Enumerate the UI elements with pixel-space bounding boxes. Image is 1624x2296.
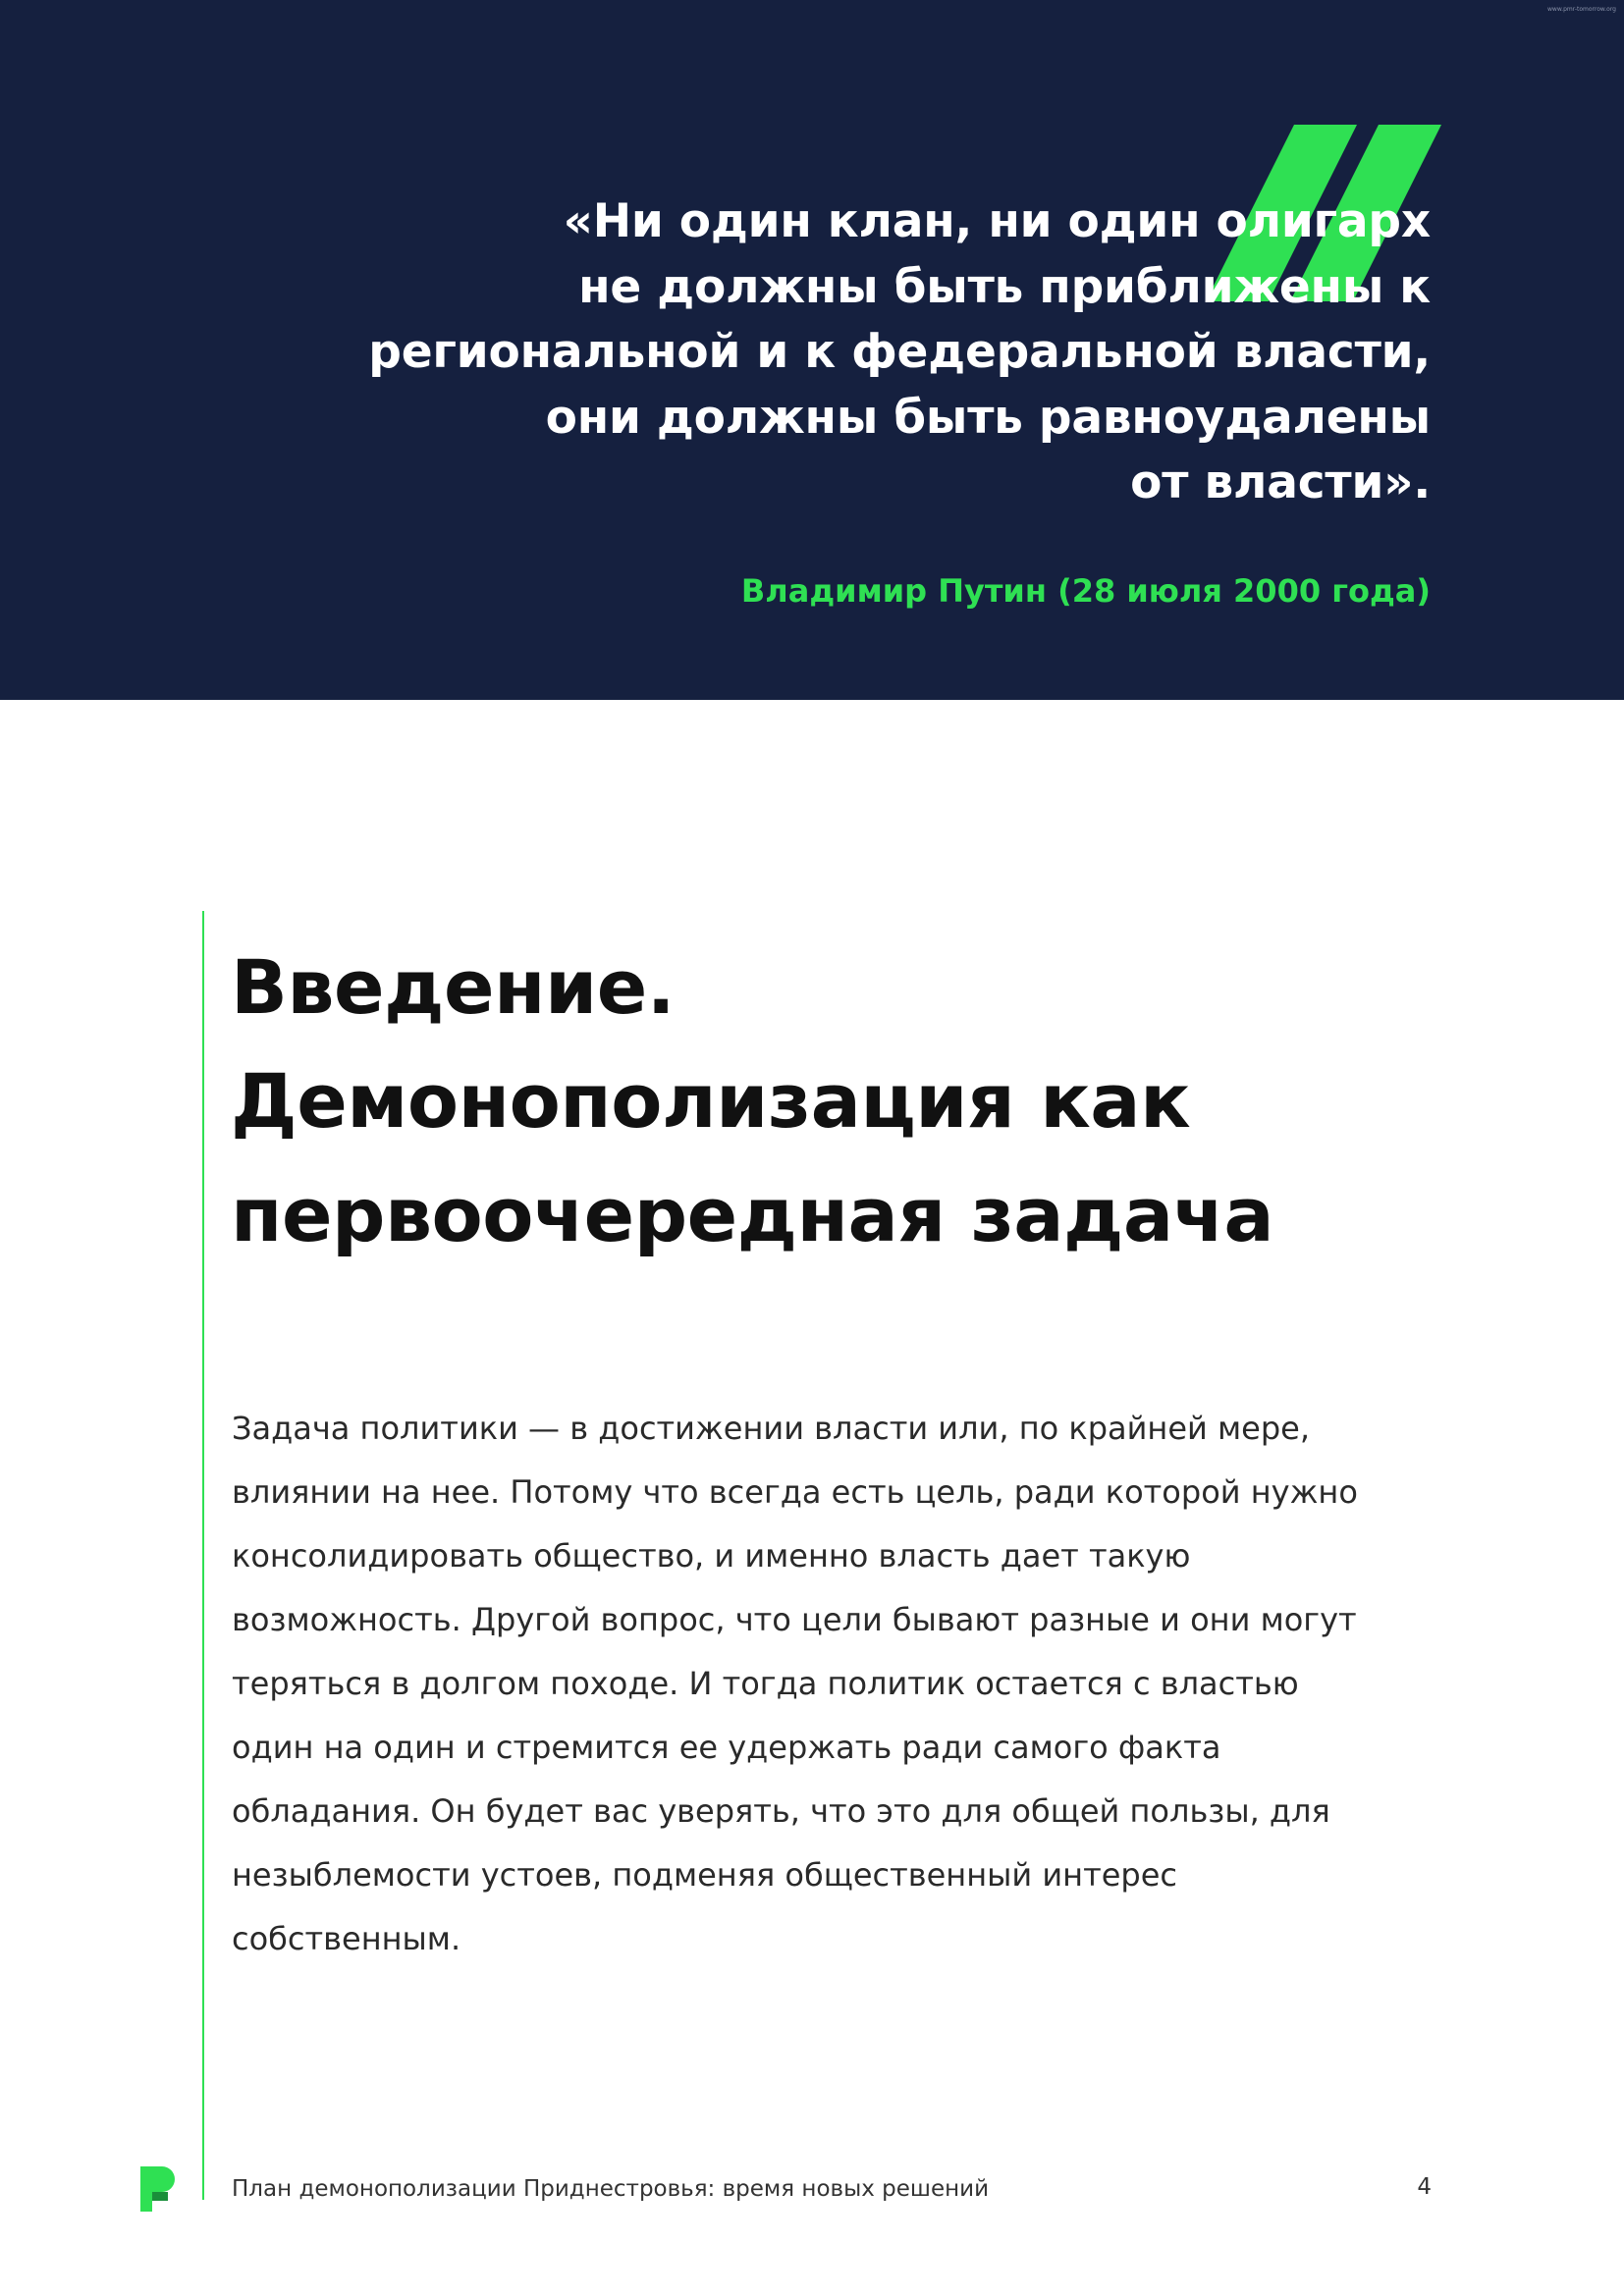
body-line: незыблемости устоев, подменяя общественный интерес bbox=[232, 1856, 1178, 1894]
body-line: собственным. bbox=[232, 1920, 461, 1957]
section-title-line: первоочередная задача bbox=[231, 1171, 1274, 1258]
page-number: 4 bbox=[1417, 2174, 1432, 2200]
section-title-line: Демонополизация как bbox=[231, 1057, 1191, 1145]
body-line: Задача политики — в достижении власти или, по крайней мере, bbox=[232, 1410, 1310, 1447]
quote-line: не должны быть приближены к bbox=[578, 259, 1431, 314]
body-line: теряться в долгом походе. И тогда политик остается с властью bbox=[232, 1665, 1299, 1702]
quote-line: региональной и к федеральной власти, bbox=[368, 325, 1431, 379]
quote-line: «Ни один клан, ни один олигарх bbox=[563, 194, 1431, 248]
quote-line: от власти». bbox=[1130, 455, 1431, 509]
quote-line: они должны быть равноудалены bbox=[545, 390, 1431, 445]
section-title bbox=[231, 931, 1507, 1272]
section-title-line: Введение. bbox=[231, 943, 676, 1031]
section-accent-rule bbox=[202, 911, 204, 2200]
body-line: обладания. Он будет вас уверять, что это для общей пользы, для bbox=[232, 1792, 1330, 1830]
body-line: консолидировать общество, и именно власть дает такую bbox=[232, 1537, 1191, 1575]
body-line: влиянии на нее. Потому что всегда есть цель, ради которой нужно bbox=[232, 1473, 1358, 1511]
quote-author: Владимир Путин (28 июля 2000 года) bbox=[740, 572, 1431, 610]
body-line: один на один и стремится ее удержать ради самого факта bbox=[232, 1729, 1221, 1766]
body-line: возможность. Другой вопрос, что цели бывают разные и они могут bbox=[232, 1601, 1357, 1638]
body-paragraph bbox=[232, 1397, 1439, 1971]
watermark: www.pmr-tomorrow.org bbox=[1547, 6, 1616, 13]
footer-document-title: План демонополизации Приднестровья: время новых решений bbox=[232, 2176, 990, 2202]
brand-logo-icon bbox=[140, 2166, 176, 2212]
quote-text bbox=[351, 189, 1431, 516]
quote-banner bbox=[0, 0, 1624, 700]
